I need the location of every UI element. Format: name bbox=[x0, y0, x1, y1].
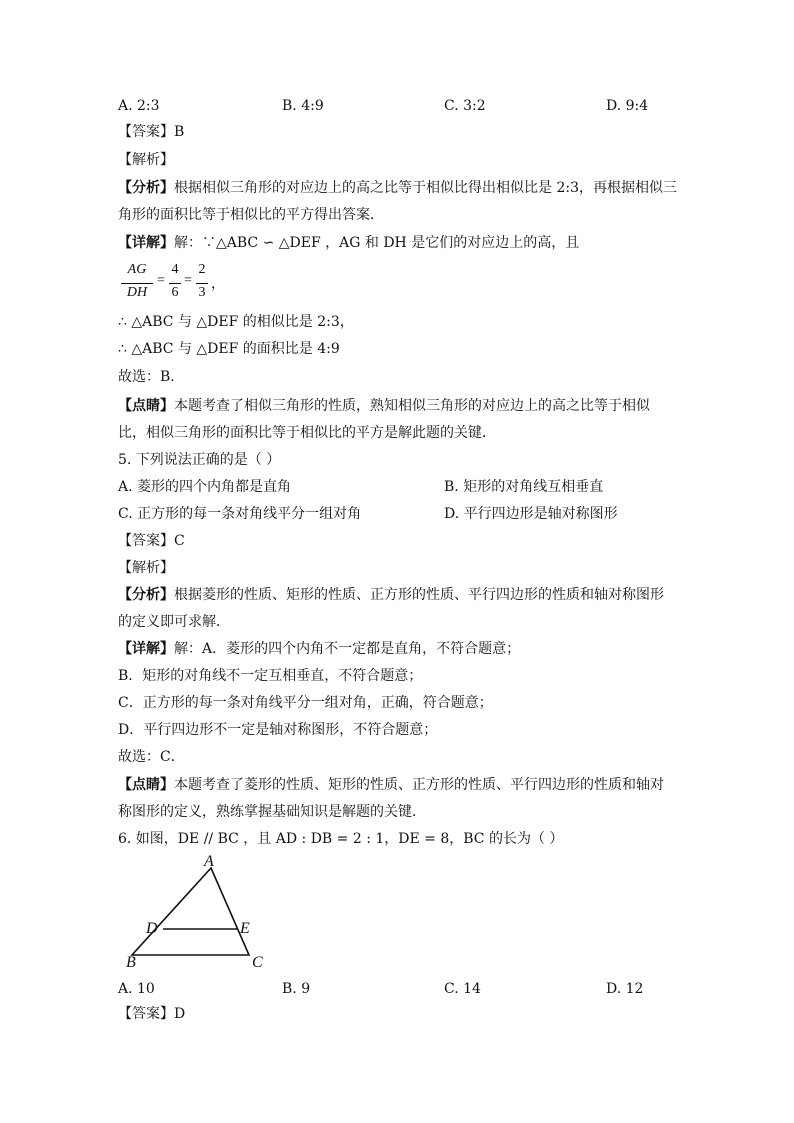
q5-xiangjie-line-4: D．平行四边形不一定是轴对称图形，不符合题意； bbox=[118, 722, 438, 738]
q5-xiangjie-line-1 bbox=[118, 639, 520, 659]
frac-num-1: AG bbox=[127, 262, 147, 277]
q5-fenxi-text-1: 根据菱形的性质、矩形的性质、正方形的性质、平行四边形的性质和轴对称图形 bbox=[174, 587, 664, 603]
q6-option-a: A. 10 bbox=[118, 981, 155, 997]
q5-xiangjie-text-1: 解：A．菱形的四个内角不一定都是直角，不符合题意； bbox=[174, 641, 521, 657]
frac-num-3: 2 bbox=[198, 262, 206, 277]
q4-area-ratio-line: ∴ △ABC 与 △DEF 的面积比是 4:9 bbox=[118, 341, 340, 357]
q5-option-c: C. 正方形的每一条对角线平分一组对角 bbox=[118, 506, 362, 522]
q5-guxuan: 故选：C． bbox=[118, 749, 185, 765]
label-d: D bbox=[146, 920, 158, 937]
q4-fraction-equation bbox=[120, 262, 230, 306]
q5-answer: 【答案】C bbox=[118, 533, 185, 549]
q5-fenxi-line-2: 的定义即可求解． bbox=[118, 614, 230, 630]
q6-triangle-figure bbox=[118, 852, 278, 974]
q4-dianjing-text-1: 本题考查了相似三角形的性质，熟知相似三角形的对应边上的高之比等于相似 bbox=[174, 398, 650, 414]
q5-dianjing-line-2: 称图形的定义，熟练掌握基础知识是解题的关键． bbox=[118, 804, 426, 820]
q5-option-a: A. 菱形的四个内角都是直角 bbox=[118, 479, 292, 495]
q6-answer: 【答案】D bbox=[118, 1006, 186, 1022]
frac-equals-2: = bbox=[184, 273, 192, 288]
q5-fenxi-line-1 bbox=[118, 585, 664, 605]
q4-jiexi: 【解析】 bbox=[118, 152, 174, 168]
label-e: E bbox=[240, 920, 250, 937]
q4-fenxi-line-1 bbox=[118, 178, 677, 198]
q4-dianjing-line-2: 比，相似三角形的面积比等于相似比的平方是解此题的关键． bbox=[118, 425, 496, 441]
q5-xiangjie-line-2: B．矩形的对角线不一定互相垂直，不符合题意； bbox=[118, 668, 423, 684]
frac-bar-2 bbox=[169, 283, 181, 284]
label-b: B bbox=[126, 954, 136, 971]
q5-dianjing-text-1: 本题考查了菱形的性质、矩形的性质、正方形的性质、平行四边形的性质和轴对 bbox=[174, 777, 664, 793]
q4-dianjing-tag: 【点睛】 bbox=[118, 398, 174, 414]
q6-option-b: B. 9 bbox=[282, 981, 311, 997]
q5-option-b: B. 矩形的对角线互相垂直 bbox=[444, 479, 604, 495]
q5-option-d: D. 平行四边形是轴对称图形 bbox=[444, 506, 618, 522]
q4-option-d: D. 9:4 bbox=[606, 98, 649, 114]
label-a: A bbox=[204, 853, 214, 870]
q5-dianjing-line-1 bbox=[118, 775, 664, 795]
q4-option-b: B. 4:9 bbox=[282, 98, 324, 114]
frac-bar-1 bbox=[121, 283, 153, 284]
q5-question: 5. 下列说法正确的是（ ） bbox=[118, 452, 281, 468]
q5-fenxi-tag: 【分析】 bbox=[118, 587, 174, 603]
frac-num-2: 4 bbox=[171, 262, 179, 277]
frac-den-1: DH bbox=[126, 285, 148, 300]
q4-xiangjie-tag: 【详解】 bbox=[118, 235, 174, 251]
q4-option-c: C. 3:2 bbox=[444, 98, 486, 114]
frac-den-3: 3 bbox=[198, 285, 206, 300]
q6-question: 6. 如图，DE // BC ，且 AD : DB = 2 : 1，DE = 8，BC 的长为（ ） bbox=[118, 831, 564, 847]
q6-option-c: C. 14 bbox=[444, 981, 481, 997]
q4-fenxi-line-2: 角形的面积比等于相似比的平方得出答案． bbox=[118, 207, 384, 223]
q4-dianjing-line-1 bbox=[118, 396, 650, 416]
q4-similar-ratio-line: ∴ △ABC 与 △DEF 的相似比是 2:3， bbox=[118, 314, 354, 330]
q4-guxuan: 故选：B． bbox=[118, 369, 185, 385]
q5-jiexi: 【解析】 bbox=[118, 560, 174, 576]
q5-xiangjie-tag: 【详解】 bbox=[118, 641, 174, 657]
q4-option-a: A. 2:3 bbox=[118, 98, 160, 114]
q4-xiangjie-text-1: 解：∵△ABC ∽ △DEF ，AG 和 DH 是它们的对应边上的高，且 bbox=[174, 235, 580, 251]
q6-option-d: D. 12 bbox=[606, 981, 644, 997]
triangle-abc bbox=[132, 868, 249, 955]
frac-equals-1: = bbox=[157, 273, 165, 288]
q5-dianjing-tag: 【点睛】 bbox=[118, 777, 174, 793]
frac-bar-3 bbox=[196, 283, 208, 284]
frac-comma: ， bbox=[211, 277, 225, 292]
q4-fenxi-text-1: 根据相似三角形的对应边上的高之比等于相似比得出相似比是 2:3，再根据相似三 bbox=[174, 180, 677, 196]
q4-answer: 【答案】B bbox=[118, 124, 185, 140]
q5-xiangjie-line-3: C．正方形的每一条对角线平分一组对角，正确，符合题意； bbox=[118, 695, 493, 711]
q4-xiangjie-line-1 bbox=[118, 233, 579, 253]
label-c: C bbox=[252, 954, 263, 971]
q4-fenxi-tag: 【分析】 bbox=[118, 180, 174, 196]
frac-den-2: 6 bbox=[171, 285, 179, 300]
